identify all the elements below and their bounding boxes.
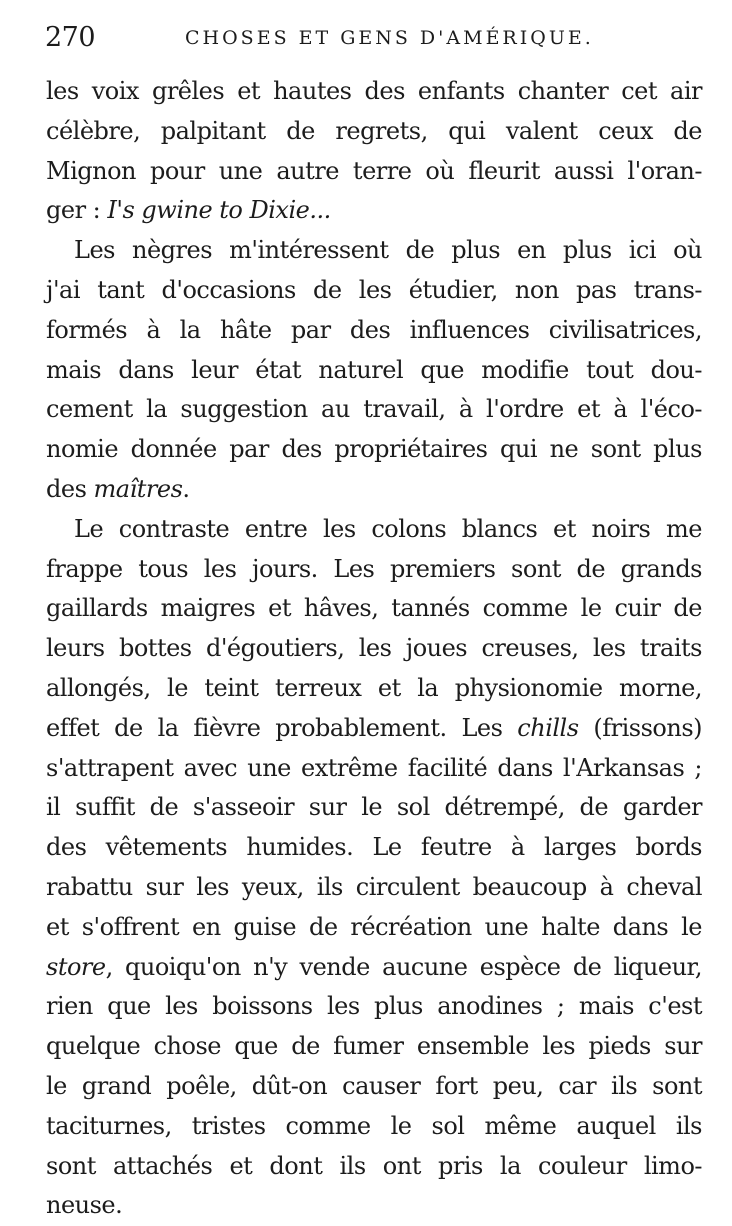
text-line: formés à la hâte par des influences civilisatrices, [46,315,702,344]
italic-word: store [46,952,106,981]
body-text [46,72,702,1226]
paragraph-start: Les nègres m'intéressent de plus en plus ici où [74,236,702,265]
text-line: j'ai tant d'occasions de les étudier, non pas trans- [46,275,702,304]
text-line: taciturnes, tristes comme le sol même auquel ils [46,1111,702,1140]
song-title: I's gwine to Dixie... [107,196,331,225]
text-line: Mignon pour une autre terre où fleurit aussi l'oran- [46,156,702,185]
text-line: leurs bottes d'égoutiers, les joues creuses, les traits [46,634,702,663]
text-line: gaillards maigres et hâves, tannés comme le cuir de [46,594,702,623]
text-line: allongés, le teint terreux et la physionomie morne, [46,673,702,702]
text-line: mais dans leur état naturel que modifie tout dou- [46,355,702,384]
text-line: quelque chose que de fumer ensemble les pieds sur [46,1032,702,1061]
text-line: s'attrapent avec une extrême facilité dans l'Arkansas ; [46,753,702,782]
paragraph-start: Le contraste entre les colons blancs et noirs me [74,514,702,543]
text-line: le grand poêle, dût-on causer fort peu, car ils sont [46,1071,702,1100]
page-number: 270 [45,22,96,53]
italic-word: maîtres [93,474,183,503]
text-line: rabattu sur les yeux, ils circulent beaucoup à cheval [46,872,702,901]
text-span: ger : [46,196,108,225]
text-span: . [182,474,190,503]
text-line: frappe tous les jours. Les premiers sont de grands [46,554,702,583]
italic-word: chills [517,713,579,742]
text-line: sont attachés et dont ils ont pris la couleur limo- [46,1151,702,1180]
text-line: nomie donnée par des propriétaires qui ne sont plus [46,435,702,464]
text-line: les voix grêles et hautes des enfants chanter cet air [46,77,702,105]
text-line: rien que les boissons les plus anodines ; mais c'est [46,992,702,1021]
page-header [45,18,702,58]
text-line [46,948,702,988]
text-line: et s'offrent en guise de récréation une halte dans le [46,912,702,941]
text-line [46,709,702,749]
text-line: il suffit de s'asseoir sur le sol détrempé, de garder [46,793,702,822]
text-line: cement la suggestion au travail, à l'ordre et à l'éco- [46,395,702,424]
running-title: CHOSES ET GENS D'AMÉRIQUE. [185,27,594,49]
text-span: des [46,474,94,503]
text-span: effet de la fièvre probablement. Les [46,713,518,742]
text-line [46,191,702,231]
text-line [46,470,702,510]
text-line: neuse. [46,1191,123,1220]
text-line: célèbre, palpitant de regrets, qui valent ceux de [46,116,702,145]
text-line: des vêtements humides. Le feutre à larges bords [46,833,702,862]
text-span: (frissons) [578,713,703,742]
text-span: , quoiqu'on n'y vende aucune espèce de liqueur, [105,952,702,981]
